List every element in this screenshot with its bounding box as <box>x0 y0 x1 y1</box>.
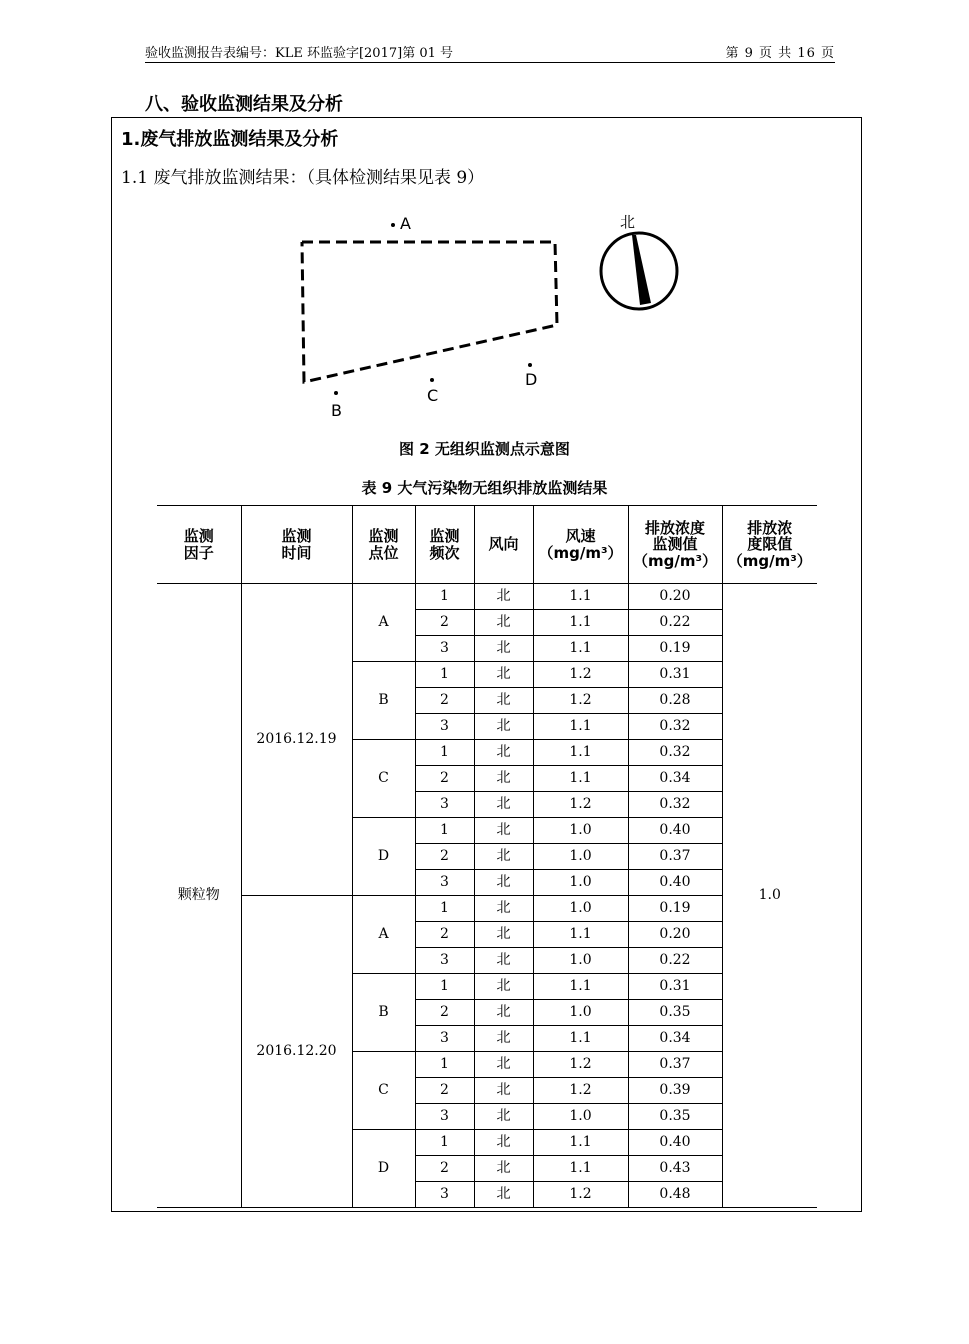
cell-point: A <box>352 896 415 974</box>
cell-point: D <box>352 818 415 896</box>
cell-measured-value: 0.32 <box>628 792 722 818</box>
table-header-row <box>157 506 817 584</box>
cell-wind-speed: 1.0 <box>533 896 628 922</box>
cell-wind-speed: 1.2 <box>533 1182 628 1208</box>
cell-factor: 颗粒物 <box>157 584 241 1208</box>
cell-wind-speed: 1.2 <box>533 662 628 688</box>
cell-wind-direction: 北 <box>474 922 533 948</box>
cell-measured-value: 0.31 <box>628 662 722 688</box>
cell-measured-value: 0.40 <box>628 870 722 896</box>
cell-frequency: 2 <box>415 1000 474 1026</box>
cell-wind-speed: 1.2 <box>533 792 628 818</box>
cell-measured-value: 0.20 <box>628 922 722 948</box>
cell-wind-direction: 北 <box>474 870 533 896</box>
point-b-marker <box>334 391 338 395</box>
cell-wind-speed: 1.1 <box>533 1156 628 1182</box>
cell-wind-direction: 北 <box>474 948 533 974</box>
cell-wind-speed: 1.1 <box>533 1026 628 1052</box>
cell-point: B <box>352 662 415 740</box>
cell-wind-direction: 北 <box>474 974 533 1000</box>
point-d-label: D <box>525 370 538 389</box>
cell-wind-speed: 1.0 <box>533 1000 628 1026</box>
cell-wind-speed: 1.0 <box>533 870 628 896</box>
cell-frequency: 1 <box>415 1052 474 1078</box>
header-point: 监测 点位 <box>352 506 415 584</box>
cell-wind-speed: 1.0 <box>533 844 628 870</box>
cell-frequency: 1 <box>415 1130 474 1156</box>
header-limit: 排放浓 度限值 （mg/m³） <box>722 506 817 584</box>
cell-wind-direction: 北 <box>474 636 533 662</box>
cell-wind-speed: 1.1 <box>533 740 628 766</box>
cell-wind-direction: 北 <box>474 688 533 714</box>
point-b-label: B <box>331 401 342 420</box>
point-a-marker <box>391 223 395 227</box>
cell-wind-direction: 北 <box>474 1130 533 1156</box>
point-d-marker <box>528 363 532 367</box>
page-number: 第 9 页 共 16 页 <box>725 46 835 61</box>
cell-limit: 1.0 <box>722 584 817 1208</box>
cell-frequency: 1 <box>415 896 474 922</box>
cell-measured-value: 0.28 <box>628 688 722 714</box>
cell-wind-direction: 北 <box>474 818 533 844</box>
cell-wind-speed: 1.1 <box>533 584 628 610</box>
subsection-title: 1.废气排放监测结果及分析 <box>121 129 339 150</box>
cell-measured-value: 0.40 <box>628 818 722 844</box>
subsubsection-title: 1.1 废气排放监测结果：（具体检测结果见表 9） <box>121 168 485 188</box>
cell-wind-speed: 1.1 <box>533 714 628 740</box>
cell-frequency: 2 <box>415 688 474 714</box>
monitoring-point-diagram <box>290 205 690 425</box>
cell-measured-value: 0.40 <box>628 1130 722 1156</box>
cell-wind-speed: 1.1 <box>533 766 628 792</box>
cell-point: A <box>352 584 415 662</box>
north-compass-icon <box>601 233 677 309</box>
cell-frequency: 3 <box>415 636 474 662</box>
cell-wind-direction: 北 <box>474 766 533 792</box>
cell-wind-speed: 1.1 <box>533 974 628 1000</box>
cell-frequency: 1 <box>415 818 474 844</box>
cell-wind-direction: 北 <box>474 1078 533 1104</box>
cell-frequency: 2 <box>415 610 474 636</box>
cell-measured-value: 0.32 <box>628 740 722 766</box>
cell-frequency: 1 <box>415 740 474 766</box>
cell-wind-speed: 1.0 <box>533 1104 628 1130</box>
cell-point: C <box>352 1052 415 1130</box>
cell-wind-direction: 北 <box>474 662 533 688</box>
cell-frequency: 3 <box>415 714 474 740</box>
cell-point: C <box>352 740 415 818</box>
cell-wind-direction: 北 <box>474 844 533 870</box>
cell-frequency: 3 <box>415 1182 474 1208</box>
cell-measured-value: 0.19 <box>628 636 722 662</box>
cell-frequency: 3 <box>415 1026 474 1052</box>
cell-frequency: 3 <box>415 870 474 896</box>
cell-measured-value: 0.32 <box>628 714 722 740</box>
cell-wind-direction: 北 <box>474 740 533 766</box>
cell-wind-direction: 北 <box>474 610 533 636</box>
cell-wind-speed: 1.0 <box>533 818 628 844</box>
cell-measured-value: 0.37 <box>628 1052 722 1078</box>
cell-date: 2016.12.20 <box>241 896 352 1208</box>
cell-frequency: 2 <box>415 1078 474 1104</box>
cell-measured-value: 0.34 <box>628 1026 722 1052</box>
cell-wind-direction: 北 <box>474 896 533 922</box>
cell-frequency: 3 <box>415 948 474 974</box>
header-wind-speed: 风速 （mg/m³） <box>533 506 628 584</box>
cell-wind-direction: 北 <box>474 1052 533 1078</box>
header-wind-direction: 风向 <box>474 506 533 584</box>
cell-point: D <box>352 1130 415 1208</box>
table-row <box>157 896 817 922</box>
header-measured-value: 排放浓度 监测值 （mg/m³） <box>628 506 722 584</box>
cell-frequency: 1 <box>415 974 474 1000</box>
header-frequency: 监测 频次 <box>415 506 474 584</box>
point-c-label: C <box>427 386 439 405</box>
cell-wind-speed: 1.2 <box>533 1078 628 1104</box>
point-c-marker <box>430 378 434 382</box>
cell-wind-speed: 1.1 <box>533 922 628 948</box>
site-boundary <box>302 242 557 382</box>
report-number: 验收监测报告表编号：KLE 环监验字[2017]第 01 号 <box>145 46 454 61</box>
cell-wind-speed: 1.1 <box>533 1130 628 1156</box>
cell-wind-direction: 北 <box>474 1156 533 1182</box>
cell-measured-value: 0.19 <box>628 896 722 922</box>
cell-measured-value: 0.31 <box>628 974 722 1000</box>
cell-measured-value: 0.48 <box>628 1182 722 1208</box>
cell-point: B <box>352 974 415 1052</box>
table-row <box>157 584 817 610</box>
cell-date: 2016.12.19 <box>241 584 352 896</box>
cell-wind-direction: 北 <box>474 1104 533 1130</box>
cell-measured-value: 0.35 <box>628 1104 722 1130</box>
cell-frequency: 3 <box>415 792 474 818</box>
cell-wind-speed: 1.1 <box>533 636 628 662</box>
cell-wind-direction: 北 <box>474 1182 533 1208</box>
cell-measured-value: 0.37 <box>628 844 722 870</box>
figure-caption: 图 2 无组织监测点示意图 <box>399 440 570 458</box>
emission-results-table <box>157 505 817 1208</box>
cell-frequency: 1 <box>415 584 474 610</box>
cell-measured-value: 0.22 <box>628 610 722 636</box>
cell-wind-speed: 1.2 <box>533 1052 628 1078</box>
header-factor: 监测 因子 <box>157 506 241 584</box>
cell-measured-value: 0.35 <box>628 1000 722 1026</box>
cell-wind-speed: 1.0 <box>533 948 628 974</box>
cell-wind-direction: 北 <box>474 1026 533 1052</box>
cell-wind-speed: 1.2 <box>533 688 628 714</box>
cell-frequency: 1 <box>415 662 474 688</box>
cell-measured-value: 0.20 <box>628 584 722 610</box>
cell-wind-direction: 北 <box>474 714 533 740</box>
cell-frequency: 2 <box>415 1156 474 1182</box>
header-time: 监测 时间 <box>241 506 352 584</box>
section-title: 八、验收监测结果及分析 <box>145 94 343 115</box>
table-caption: 表 9 大气污染物无组织排放监测结果 <box>361 479 608 497</box>
cell-frequency: 2 <box>415 844 474 870</box>
cell-wind-speed: 1.1 <box>533 610 628 636</box>
cell-frequency: 2 <box>415 766 474 792</box>
compass-north-label: 北 <box>620 213 636 231</box>
cell-frequency: 3 <box>415 1104 474 1130</box>
cell-measured-value: 0.39 <box>628 1078 722 1104</box>
cell-measured-value: 0.22 <box>628 948 722 974</box>
cell-measured-value: 0.34 <box>628 766 722 792</box>
cell-wind-direction: 北 <box>474 1000 533 1026</box>
cell-wind-direction: 北 <box>474 584 533 610</box>
page-header <box>145 40 835 63</box>
cell-wind-direction: 北 <box>474 792 533 818</box>
point-a-label: A <box>400 214 411 233</box>
cell-measured-value: 0.43 <box>628 1156 722 1182</box>
cell-frequency: 2 <box>415 922 474 948</box>
